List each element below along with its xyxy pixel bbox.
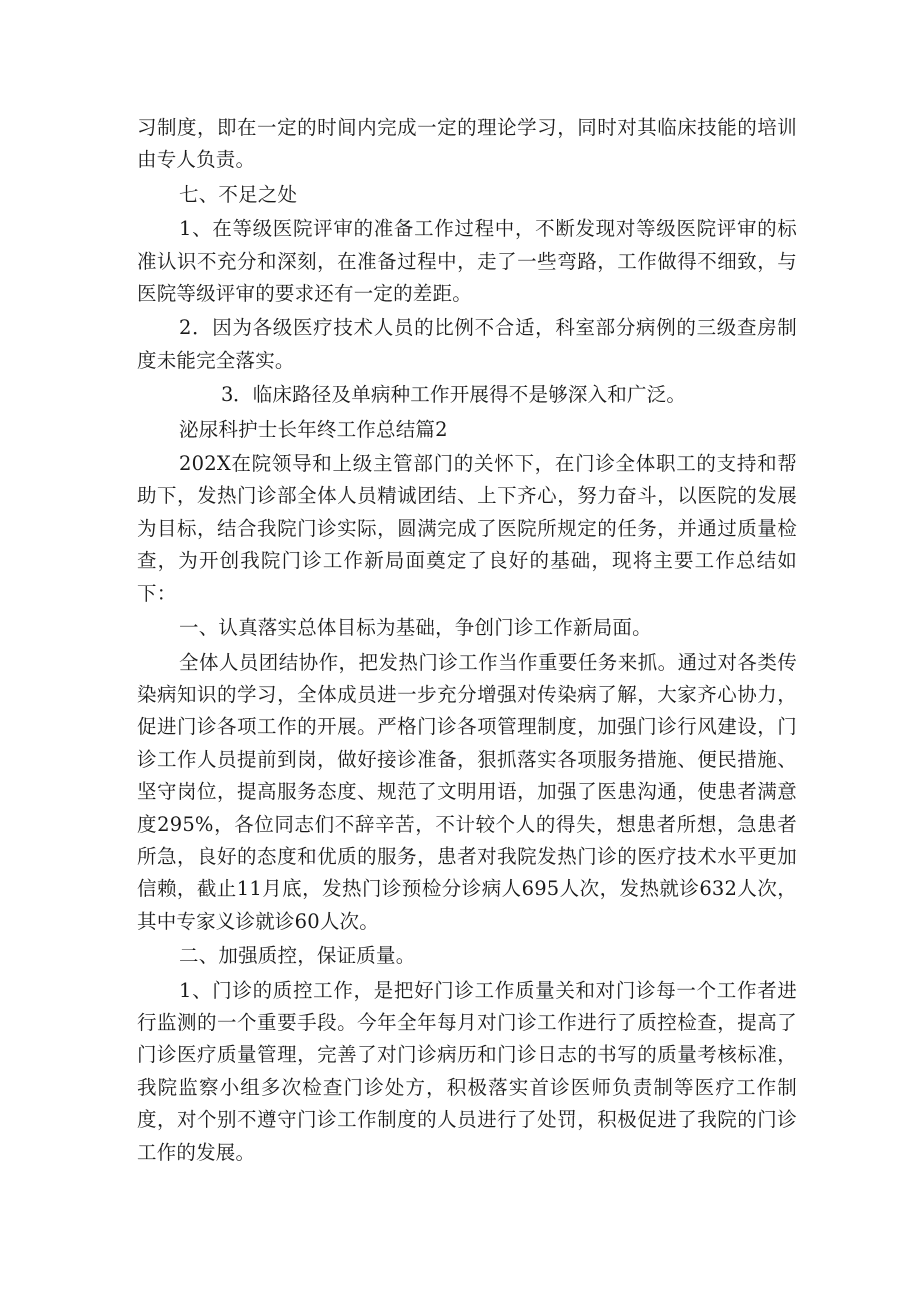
section-heading-one: 一、认真落实总体目标为基础，争创门诊工作新局面。 <box>179 616 652 640</box>
paragraph-continuation: 习制度，即在一定的时间内完成一定的理论学习，同时对其临床技能的培训由专人负责。 <box>137 116 797 172</box>
paragraph-shortcoming-3 <box>137 379 797 411</box>
paragraph-shortcoming-2: 2．因为各级医疗技术人员的比例不合适，科室部分病例的三级查房制度未能完全落实。 <box>137 316 797 372</box>
document-body <box>137 112 797 1169</box>
paragraph-quality-control: 1、门诊的质控工作，是把好门诊工作质量关和对门诊每一个工作者进行监测的一个重要手段。今年全年每月对门诊工作进行了质控检查，提高了门诊医疗质量管理，完善了对门诊病历和门诊日志的书写的质量考核标准，我院监察小组多次检查门诊处方，积极落实首诊医师负责制等医疗工作制度，对个别不遵守门诊工作制度的人员进行了处罚，积极促进了我院的门诊工作的发展。 <box>137 978 797 1164</box>
list-text: ．临床路径及单病种工作开展得不是够深入和广泛。 <box>233 383 687 407</box>
article-title-part-2: 泌尿科护士长年终工作总结篇2 <box>179 417 448 441</box>
section-heading-shortcomings: 七、不足之处 <box>179 182 298 206</box>
list-number: 3 <box>221 383 234 407</box>
paragraph-shortcoming-1: 1、在等级医院评审的准备工作过程中，不断发现对等级医院评审的标准认识不充分和深刻，在准备过程中，走了一些弯路，工作做得不细致，与医院等级评审的要求还有一定的差距。 <box>137 217 797 306</box>
paragraph-intro: 202X在院领导和上级主管部门的关怀下，在门诊全体职工的支持和帮助下，发热门诊部全体人员精诚团结、上下齐心，努力奋斗，以医院的发展为目标，结合我院门诊实际，圆满完成了医院所规定的任务，并通过质量检查，为开创我院门诊工作新局面奠定了良好的基础，现将主要工作总结如下： <box>137 452 797 605</box>
section-heading-two: 二、加强质控，保证质量。 <box>179 944 416 968</box>
paragraph-teamwork: 全体人员团结协作，把发热门诊工作当作重要任务来抓。通过对各类传染病知识的学习，全体成员进一步充分增强对传染病了解，大家齐心协力，促进门诊各项工作的开展。严格门诊各项管理制度，加强门诊行风建设，门诊工作人员提前到岗，做好接诊准备，狠抓落实各项服务措施、便民措施、坚守岗位，提高服务态度、规范了文明用语，加强了医患沟通，使患者满意度295%，各位同志们不辞辛苦，不计较个人的得失，想患者所想，急患者所急，良好的态度和优质的服务，患者对我院发热门诊的医疗技术水平更加信赖，截止11月底，发热门诊预检分诊病人695人次，发热就诊632人次，其中专家义诊就诊60人次。 <box>137 650 797 933</box>
